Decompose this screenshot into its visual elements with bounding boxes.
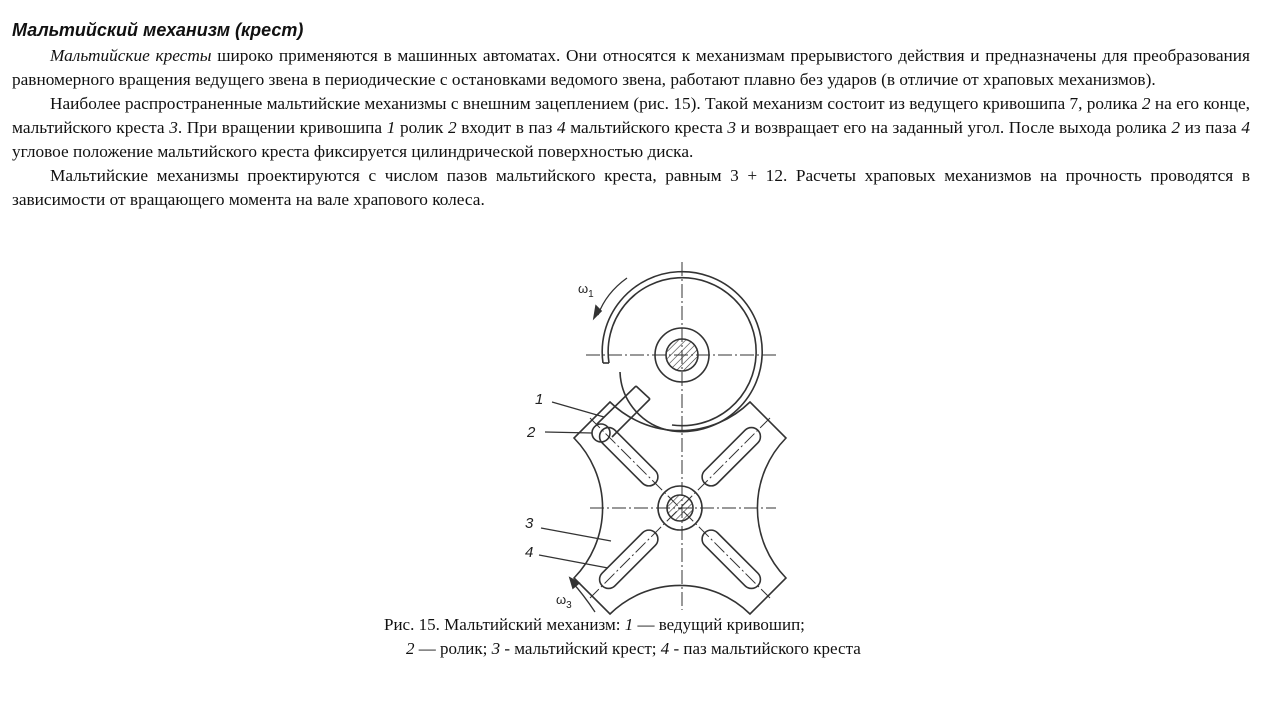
label-3: 3	[525, 515, 534, 532]
italic-text: 3	[491, 639, 501, 658]
text-run: и возвращает его на заданный угол. После выхода ролика	[736, 118, 1172, 137]
omega-3-label: $\omega_3$	[556, 592, 572, 611]
text-run: - паз мальтийского креста	[669, 639, 861, 658]
text-run: мальтийского креста	[565, 118, 728, 137]
italic-text: 1	[624, 615, 634, 634]
section-title: Мальтийский механизм (крест)	[12, 20, 304, 40]
italic-text: 2	[406, 639, 415, 658]
italic-text: 2	[1171, 118, 1180, 137]
label-1: 1	[535, 391, 544, 408]
text-run: — ролик;	[414, 639, 492, 658]
maltese-mechanism-figure	[500, 262, 800, 617]
text-run: угловое положение мальтийского креста фиксируется цилиндрической поверхностью диска.	[12, 142, 694, 161]
text-run: Наиболее распространенные мальтийские механизмы с внешним зацеплением (рис. 15). Такой механизм состоит из ведущего кривошипа 7, ролика	[50, 94, 1142, 113]
text-run: входит в паз	[456, 118, 557, 137]
label-2: 2	[527, 424, 536, 441]
italic-text: Мальтийские кресты	[50, 46, 212, 65]
figure-caption-line-2	[406, 639, 861, 659]
italic-text: 1	[386, 118, 396, 137]
text-run: - мальтийский крест;	[500, 639, 661, 658]
paragraph	[12, 92, 1250, 164]
label-4: 4	[525, 544, 534, 561]
omega-1-label: $\omega_1$	[578, 281, 594, 300]
italic-text: 4	[660, 639, 670, 658]
italic-text: 3	[727, 118, 737, 137]
figure-caption-line-1	[384, 615, 805, 635]
italic-text: 2	[1141, 94, 1151, 113]
italic-text: 2	[447, 118, 457, 137]
text-run: . При вращении кривошипа	[177, 118, 387, 137]
text-run: на его конце, мальтийского креста	[12, 94, 1251, 137]
text-run: широко применяются в машинных автоматах. Они относятся к механизмам прерывистого действия и предназначены для преобразования равномерного вращения ведущего звена в периодические с остановками ведомого звена, работают плавно без ударов (в отличие от храповых механизмов).	[12, 46, 1250, 89]
text-run: — ведущий кривошип;	[633, 615, 805, 634]
italic-text: 4	[1241, 118, 1250, 137]
italic-text: 4	[556, 118, 566, 137]
text-run: из паза	[1179, 118, 1242, 137]
text-run: Рис. 15. Мальтийский механизм:	[384, 615, 625, 634]
italic-text: 3	[169, 118, 178, 137]
body-text	[12, 44, 1250, 212]
text-run: ролик	[395, 118, 448, 137]
paragraph	[12, 164, 1250, 212]
paragraph	[12, 44, 1250, 92]
text-run: Мальтийские механизмы проектируются с числом пазов мальтийского креста, равным 3 + 12. Расчеты храповых механизмов на прочность проводятся в зависимости от вращающего момента на вале храпового колеса.	[12, 166, 1250, 209]
